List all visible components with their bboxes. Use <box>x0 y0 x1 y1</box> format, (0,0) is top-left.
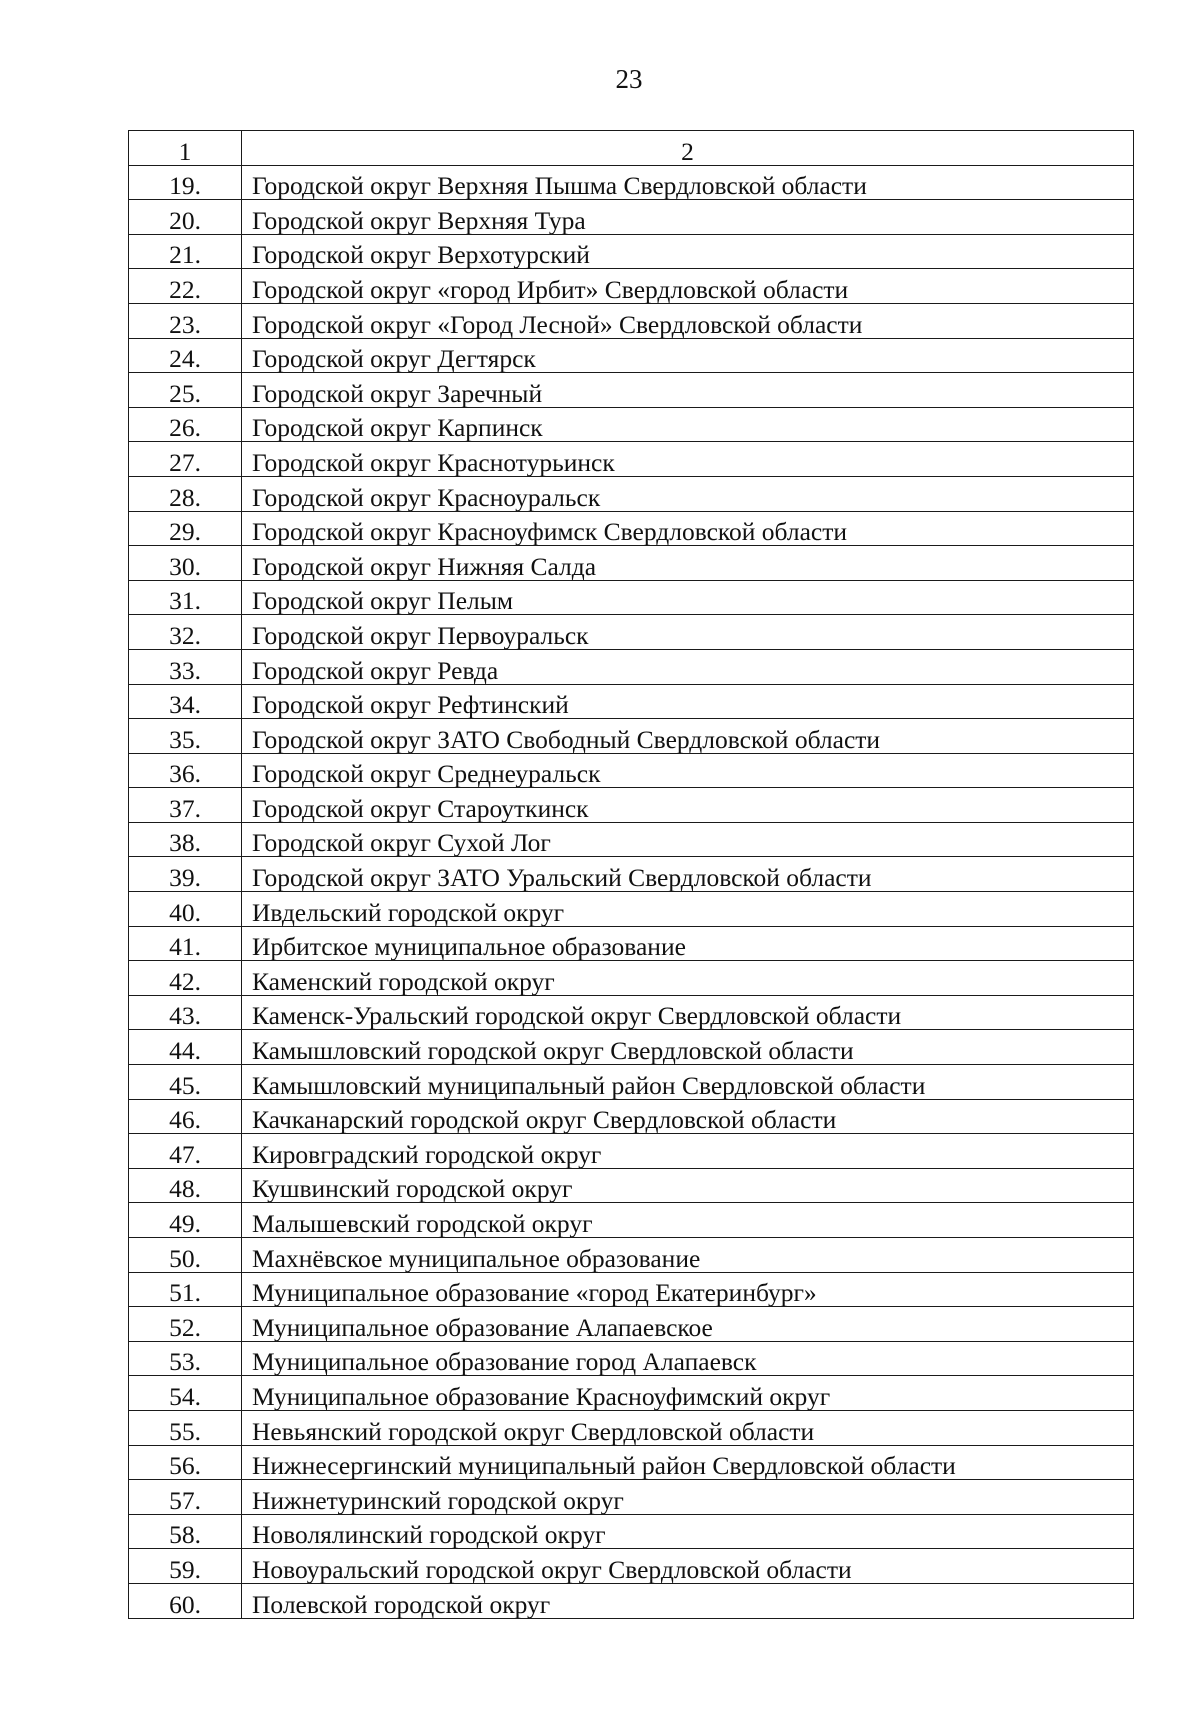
municipality-name: Городской округ Нижняя Салда <box>242 546 1134 581</box>
row-number: 28. <box>129 476 242 511</box>
municipality-name: Ирбитское муниципальное образование <box>242 926 1134 961</box>
municipality-name: Муниципальное образование Алапаевское <box>242 1307 1134 1342</box>
row-number: 53. <box>129 1341 242 1376</box>
row-number: 49. <box>129 1203 242 1238</box>
table-row <box>129 822 1134 857</box>
municipality-name: Городской округ Верхняя Пышма Свердловской области <box>242 165 1134 200</box>
row-number: 38. <box>129 822 242 857</box>
table-row <box>129 580 1134 615</box>
table-row <box>129 719 1134 754</box>
table-row <box>129 649 1134 684</box>
row-number: 40. <box>129 892 242 927</box>
municipality-name: Городской округ «город Ирбит» Свердловской области <box>242 269 1134 304</box>
municipality-name: Камышловский городской округ Свердловской области <box>242 1030 1134 1065</box>
row-number: 33. <box>129 649 242 684</box>
table-row <box>129 476 1134 511</box>
row-number: 47. <box>129 1134 242 1169</box>
row-number: 39. <box>129 857 242 892</box>
municipality-name: Городской округ ЗАТО Уральский Свердловской области <box>242 857 1134 892</box>
municipality-name: Каменск-Уральский городской округ Свердловской области <box>242 995 1134 1030</box>
row-number: 32. <box>129 615 242 650</box>
municipality-name: Городской округ Красноуральск <box>242 476 1134 511</box>
row-number: 57. <box>129 1480 242 1515</box>
row-number: 59. <box>129 1549 242 1584</box>
table-row <box>129 1549 1134 1584</box>
table-row <box>129 200 1134 235</box>
table-body <box>129 131 1134 1619</box>
table-row <box>129 234 1134 269</box>
row-number: 55. <box>129 1410 242 1445</box>
municipality-name: Каменский городской округ <box>242 961 1134 996</box>
municipality-name: Городской округ Заречный <box>242 373 1134 408</box>
row-number: 37. <box>129 788 242 823</box>
municipalities-table <box>128 130 1134 1619</box>
row-number: 20. <box>129 200 242 235</box>
municipality-name: Городской округ ЗАТО Свободный Свердловской области <box>242 719 1134 754</box>
municipality-name: Нижнетуринский городской округ <box>242 1480 1134 1515</box>
table-row <box>129 615 1134 650</box>
row-number: 52. <box>129 1307 242 1342</box>
table-row <box>129 1134 1134 1169</box>
table-row <box>129 684 1134 719</box>
row-number: 56. <box>129 1445 242 1480</box>
table-row <box>129 1307 1134 1342</box>
row-number: 34. <box>129 684 242 719</box>
row-number: 19. <box>129 165 242 200</box>
municipality-name: Полевской городской округ <box>242 1583 1134 1618</box>
table-row <box>129 1203 1134 1238</box>
row-number: 43. <box>129 995 242 1030</box>
table-row <box>129 1168 1134 1203</box>
municipality-name: Городской округ «Город Лесной» Свердловской области <box>242 303 1134 338</box>
table-row <box>129 303 1134 338</box>
table-row <box>129 1410 1134 1445</box>
table-row <box>129 165 1134 200</box>
municipality-name: Городской округ Краснотурьинск <box>242 442 1134 477</box>
row-number: 24. <box>129 338 242 373</box>
row-number: 26. <box>129 407 242 442</box>
municipality-name: Новоуральский городской округ Свердловской области <box>242 1549 1134 1584</box>
row-number: 45. <box>129 1065 242 1100</box>
municipality-name: Махнёвское муниципальное образование <box>242 1238 1134 1273</box>
table-row <box>129 1445 1134 1480</box>
row-number: 41. <box>129 926 242 961</box>
table-row <box>129 961 1134 996</box>
header-col-name: 2 <box>242 131 1134 166</box>
municipality-name: Качканарский городской округ Свердловской области <box>242 1099 1134 1134</box>
table-row <box>129 788 1134 823</box>
municipality-name: Городской округ Красноуфимск Свердловской области <box>242 511 1134 546</box>
municipality-name: Муниципальное образование «город Екатеринбург» <box>242 1272 1134 1307</box>
table-row <box>129 338 1134 373</box>
table-row <box>129 1480 1134 1515</box>
municipality-name: Кировградский городской округ <box>242 1134 1134 1169</box>
municipality-name: Нижнесергинский муниципальный район Свердловской области <box>242 1445 1134 1480</box>
row-number: 51. <box>129 1272 242 1307</box>
municipality-name: Ивдельский городской округ <box>242 892 1134 927</box>
header-col-number: 1 <box>129 131 242 166</box>
municipality-name: Городской округ Сухой Лог <box>242 822 1134 857</box>
page-number: 23 <box>615 64 643 94</box>
table-row <box>129 995 1134 1030</box>
municipality-name: Муниципальное образование Красноуфимский округ <box>242 1376 1134 1411</box>
table-row <box>129 753 1134 788</box>
table-row <box>129 926 1134 961</box>
table-row <box>129 1341 1134 1376</box>
municipality-name: Городской округ Верхотурский <box>242 234 1134 269</box>
row-number: 46. <box>129 1099 242 1134</box>
table-row <box>129 269 1134 304</box>
table-row <box>129 407 1134 442</box>
table-row <box>129 892 1134 927</box>
table-row <box>129 1272 1134 1307</box>
table-row <box>129 1099 1134 1134</box>
row-number: 29. <box>129 511 242 546</box>
row-number: 27. <box>129 442 242 477</box>
municipality-name: Городской округ Староуткинск <box>242 788 1134 823</box>
row-number: 48. <box>129 1168 242 1203</box>
table-row <box>129 1583 1134 1618</box>
table-row <box>129 546 1134 581</box>
municipality-name: Городской округ Карпинск <box>242 407 1134 442</box>
municipality-name: Городской округ Верхняя Тура <box>242 200 1134 235</box>
row-number: 25. <box>129 373 242 408</box>
table-row <box>129 857 1134 892</box>
row-number: 60. <box>129 1583 242 1618</box>
row-number: 31. <box>129 580 242 615</box>
municipality-name: Невьянский городской округ Свердловской области <box>242 1410 1134 1445</box>
table-row <box>129 373 1134 408</box>
municipality-name: Городской округ Пелым <box>242 580 1134 615</box>
row-number: 50. <box>129 1238 242 1273</box>
row-number: 21. <box>129 234 242 269</box>
row-number: 30. <box>129 546 242 581</box>
table-row <box>129 1376 1134 1411</box>
table-row <box>129 511 1134 546</box>
table-row <box>129 1030 1134 1065</box>
table-row <box>129 1065 1134 1100</box>
table-row <box>129 1514 1134 1549</box>
row-number: 44. <box>129 1030 242 1065</box>
municipality-name: Новолялинский городской округ <box>242 1514 1134 1549</box>
municipality-name: Городской округ Среднеуральск <box>242 753 1134 788</box>
municipality-name: Кушвинский городской округ <box>242 1168 1134 1203</box>
row-number: 54. <box>129 1376 242 1411</box>
municipality-name: Камышловский муниципальный район Свердловской области <box>242 1065 1134 1100</box>
municipality-name: Городской округ Дегтярск <box>242 338 1134 373</box>
municipality-name: Малышевский городской округ <box>242 1203 1134 1238</box>
row-number: 36. <box>129 753 242 788</box>
row-number: 35. <box>129 719 242 754</box>
municipality-name: Городской округ Рефтинский <box>242 684 1134 719</box>
municipality-name: Городской округ Первоуральск <box>242 615 1134 650</box>
table-row <box>129 442 1134 477</box>
row-number: 58. <box>129 1514 242 1549</box>
row-number: 23. <box>129 303 242 338</box>
municipality-name: Муниципальное образование город Алапаевск <box>242 1341 1134 1376</box>
row-number: 22. <box>129 269 242 304</box>
table-row <box>129 1238 1134 1273</box>
row-number: 42. <box>129 961 242 996</box>
municipality-name: Городской округ Ревда <box>242 649 1134 684</box>
table-header-row <box>129 131 1134 166</box>
